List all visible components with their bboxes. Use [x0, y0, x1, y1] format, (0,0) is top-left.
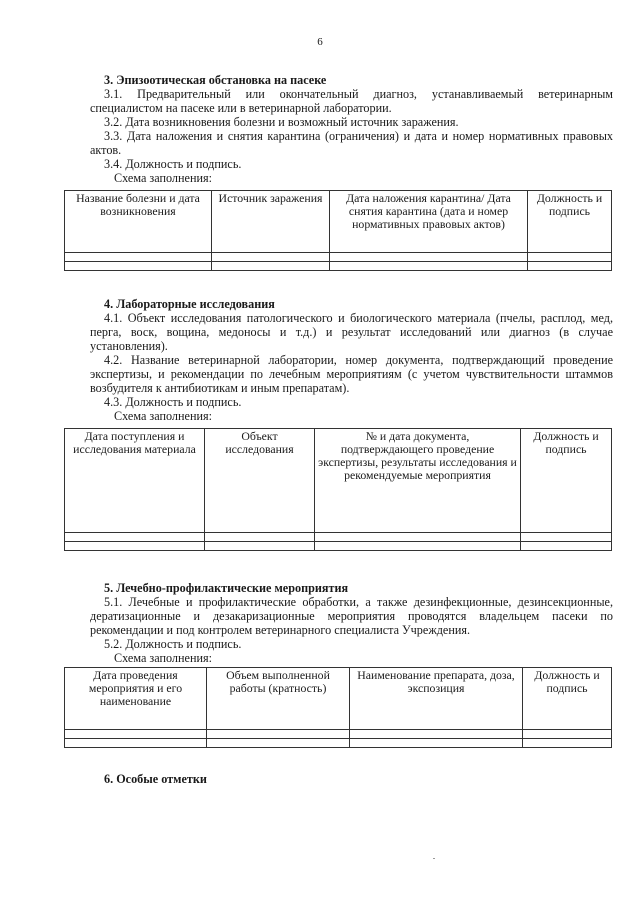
- section-4: [90, 297, 613, 423]
- section-3-paragraph-3: 3.3. Дата наложения и снятия карантина (ограничения) и дата и номер нормативных правовых актов.: [90, 129, 613, 157]
- table-cell: [65, 262, 212, 271]
- table-row: [65, 262, 612, 271]
- table-cell: [212, 262, 330, 271]
- section-5-table-wrap: [64, 667, 611, 748]
- table-cell: [315, 542, 521, 551]
- section-3-paragraph-4: 3.4. Должность и подпись.: [104, 157, 242, 171]
- table-cell: [528, 253, 612, 262]
- table-cell: [212, 253, 330, 262]
- page-number: 6: [317, 36, 323, 48]
- section-4-table: [64, 428, 612, 551]
- table-row: [65, 739, 612, 748]
- table-cell: [330, 253, 528, 262]
- table-cell: [65, 739, 207, 748]
- section-5-paragraph-2: 5.2. Должность и подпись.: [104, 637, 242, 651]
- section-5-title: 5. Лечебно-профилактические мероприятия: [104, 581, 349, 595]
- table-cell: [528, 262, 612, 271]
- table-row: [65, 730, 612, 739]
- table-header-cell: № и дата документа, подтверждающего проведение экспертизы, результаты исследования и рекомендуемые мероприятия: [315, 429, 521, 533]
- table-cell: [330, 262, 528, 271]
- table-row: [65, 542, 612, 551]
- table-cell: [523, 730, 612, 739]
- section-4-table-wrap: [64, 428, 611, 551]
- table-cell: [207, 739, 350, 748]
- table-header-cell: Наименование препарата, доза, экспозиция: [350, 668, 523, 730]
- scan-speck: [433, 858, 435, 859]
- table-cell: [523, 739, 612, 748]
- table-row: [65, 253, 612, 262]
- table-header-cell: Дата наложения карантина/ Дата снятия карантина (дата и номер нормативных правовых актов): [330, 191, 528, 253]
- table-cell: [521, 533, 612, 542]
- table-header-cell: Должность и подпись: [523, 668, 612, 730]
- section-4-schema-label: Схема заполнения:: [114, 409, 212, 423]
- table-cell: [350, 730, 523, 739]
- section-5-schema-label: Схема заполнения:: [114, 651, 212, 665]
- section-3-paragraph-1: 3.1. Предварительный или окончательный диагноз, устанавливаемый ветеринарным специалистом на пасеке или в ветеринарной лаборатории.: [90, 87, 613, 115]
- section-5-paragraph-1: 5.1. Лечебные и профилактические обработки, а также дезинфекционные, дезинсекционные, дератизационные и дезакаризационные мероприятия проводятся владельцем пасеки по рекомендации и под контролем ветеринарного специалиста Учреждения.: [90, 595, 613, 637]
- table-header-cell: Дата проведения мероприятия и его наименование: [65, 668, 207, 730]
- table-header-cell: Должность и подпись: [521, 429, 612, 533]
- section-3-title: 3. Эпизоотическая обстановка на пасеке: [104, 73, 327, 87]
- section-3: [90, 73, 613, 185]
- section-3-schema-label: Схема заполнения:: [114, 171, 212, 185]
- table-header-cell: Название болезни и дата возникновения: [65, 191, 212, 253]
- table-cell: [315, 533, 521, 542]
- section-6-title: 6. Особые отметки: [104, 772, 207, 786]
- table-cell: [65, 542, 205, 551]
- table-cell: [521, 542, 612, 551]
- table-header-cell: Должность и подпись: [528, 191, 612, 253]
- section-4-paragraph-1: 4.1. Объект исследования патологического и биологического материала (пчелы, расплод, мед, перга, воск, вощина, медоносы и т.д.) и результат исследований или диагноз (в случае установления).: [90, 311, 613, 353]
- table-header-cell: Источник заражения: [212, 191, 330, 253]
- section-4-title: 4. Лабораторные исследования: [104, 297, 275, 311]
- section-5: [90, 581, 613, 665]
- table-header-cell: Объект исследования: [205, 429, 315, 533]
- section-5-table: [64, 667, 612, 748]
- table-cell: [65, 253, 212, 262]
- table-header-cell: Дата поступления и исследования материала: [65, 429, 205, 533]
- section-6: [90, 772, 613, 786]
- table-header-cell: Объем выполненной работы (кратность): [207, 668, 350, 730]
- section-3-paragraph-2: 3.2. Дата возникновения болезни и возможный источник заражения.: [104, 115, 459, 129]
- table-cell: [65, 730, 207, 739]
- table-cell: [205, 542, 315, 551]
- section-4-paragraph-2: 4.2. Название ветеринарной лаборатории, номер документа, подтверждающий проведение экспертизы, и рекомендации по лечебным мероприятиям (с учетом чувствительности штаммов возбудителя к антибиотикам и иным препаратам).: [90, 353, 613, 395]
- table-cell: [350, 739, 523, 748]
- section-4-paragraph-3: 4.3. Должность и подпись.: [104, 395, 242, 409]
- section-3-table-wrap: [64, 190, 611, 271]
- table-cell: [65, 533, 205, 542]
- table-row: [65, 533, 612, 542]
- table-cell: [205, 533, 315, 542]
- section-3-table: [64, 190, 612, 271]
- table-cell: [207, 730, 350, 739]
